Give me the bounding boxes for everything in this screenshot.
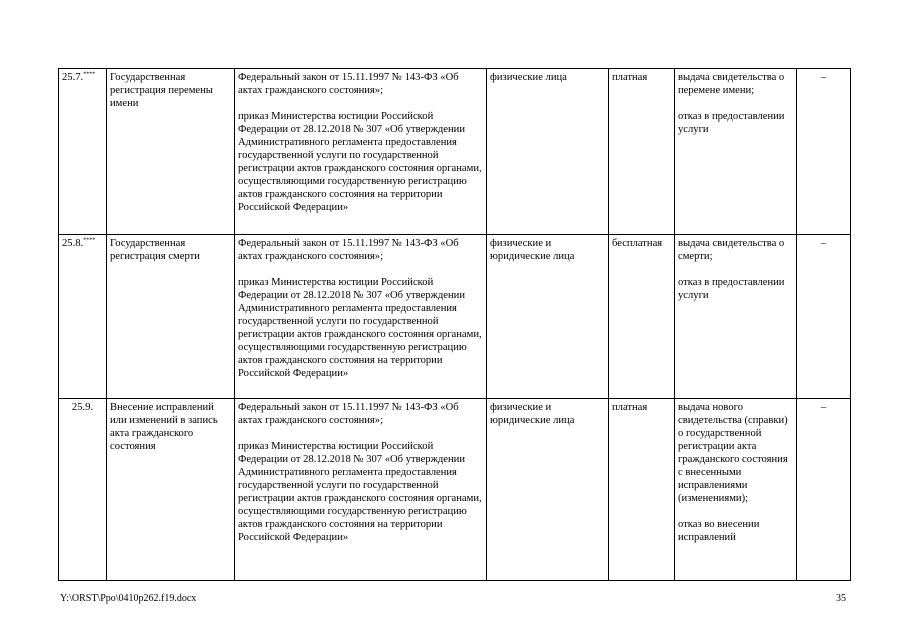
table-row [59,235,851,399]
legal-basis-law: Федеральный закон от 15.11.1997 № 143-ФЗ «Об актах гражданского состояния»; [238,72,459,96]
legal-basis-cell [235,399,487,581]
row-number: 25.8. [62,238,84,249]
applicants-cell [487,235,609,399]
extra-cell [797,399,851,581]
footnote-mark: **** [83,71,96,78]
payment-type: платная [612,72,648,83]
result-cell [675,69,797,235]
result-refusal: отказ в предоставлении услуги [678,111,785,135]
result-positive: выдача нового свидетельства (справки) о государственной регистрации акта гражданского состояния с внесенными исправлениями (изменениями); [678,402,788,504]
extra-cell [797,235,851,399]
result-positive: выдача свидетельства о перемене имени; [678,72,785,96]
applicants-cell [487,69,609,235]
row-number-cell [59,235,107,399]
applicants: физические лица [490,72,567,83]
payment-cell [609,235,675,399]
row-number-cell [59,399,107,581]
result-cell [675,235,797,399]
result-positive: выдача свидетельства о смерти; [678,238,785,262]
table-row [59,69,851,235]
legal-basis-cell [235,69,487,235]
applicants-cell [487,399,609,581]
service-name: Внесение исправлений или изменений в запись акта гражданского состояния [110,402,218,452]
dash-mark: – [820,402,827,413]
result-cell [675,399,797,581]
service-name: Государственная регистрация перемены имени [110,72,213,109]
extra-cell [797,69,851,235]
row-number: 25.7. [62,72,84,83]
service-name: Государственная регистрация смерти [110,238,200,262]
legal-basis-law: Федеральный закон от 15.11.1997 № 143-ФЗ «Об актах гражданского состояния»; [238,402,459,426]
legal-basis-cell [235,235,487,399]
payment-cell [609,69,675,235]
row-number: 25.9. [71,402,94,413]
applicants: физические и юридические лица [490,238,575,262]
table-row [59,399,851,581]
row-number-cell [59,69,107,235]
dash-mark: – [820,72,827,83]
payment-cell [609,399,675,581]
legal-basis-law: Федеральный закон от 15.11.1997 № 143-ФЗ «Об актах гражданского состояния»; [238,238,459,262]
service-name-cell [107,399,235,581]
payment-type: платная [612,402,648,413]
services-table [58,68,851,581]
payment-type: бесплатная [612,238,663,249]
result-refusal: отказ во внесении исправлений [678,519,760,543]
service-name-cell [107,235,235,399]
legal-basis-order: приказ Министерства юстиции Российской Федерации от 28.12.2018 № 307 «Об утверждении Административного регламента предоставления государственной услуги по государственной регистрации актов гражданского состояния органами, осуществляющими государственную регистрацию актов гражданского состояния на территории Российской Федерации» [238,441,482,543]
page-number: 35 [836,593,846,604]
legal-basis-order: приказ Министерства юстиции Российской Федерации от 28.12.2018 № 307 «Об утверждении Административного регламента предоставления государственной услуги по государственной регистрации актов гражданского состояния органами, осуществляющими государственную регистрацию актов гражданского состояния на территории Российской Федерации» [238,111,482,213]
result-refusal: отказ в предоставлении услуги [678,277,785,301]
document-file-path: Y:\ORST\Ppo\0410p262.f19.docx [60,593,197,604]
footnote-mark: **** [83,237,96,244]
legal-basis-order: приказ Министерства юстиции Российской Федерации от 28.12.2018 № 307 «Об утверждении Административного регламента предоставления государственной услуги по государственной регистрации актов гражданского состояния органами, осуществляющими государственную регистрацию актов гражданского состояния на территории Российской Федерации» [238,277,482,379]
applicants: физические и юридические лица [490,402,575,426]
service-name-cell [107,69,235,235]
dash-mark: – [820,238,827,249]
